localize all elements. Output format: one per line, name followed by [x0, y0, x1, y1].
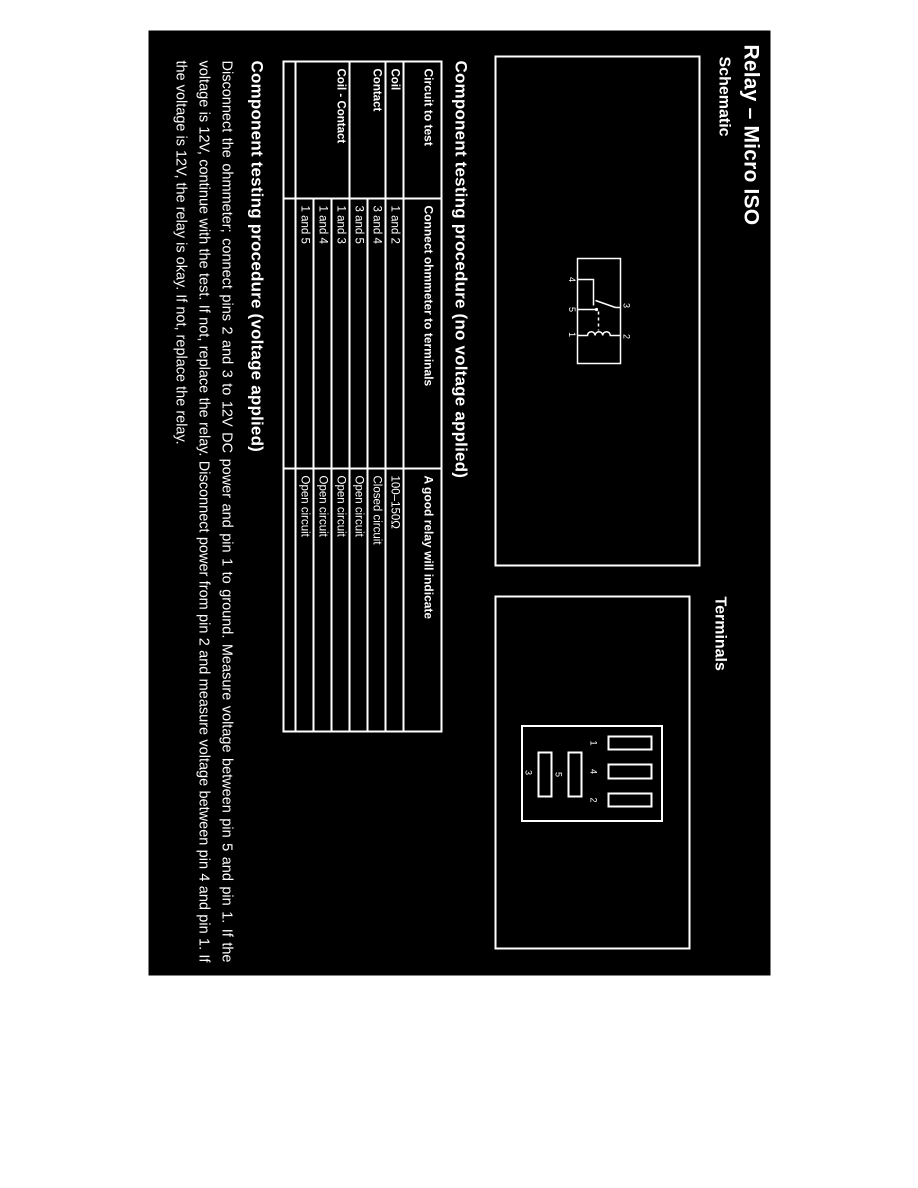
cell-terminals: 3 and 5: [349, 198, 367, 468]
cell-terminals: 1 and 3: [331, 198, 349, 468]
switch-arm: [595, 300, 615, 307]
pin-1-label: 1: [567, 331, 577, 337]
cell-result: Open circuit: [331, 468, 349, 731]
pin-3-label: 3: [621, 302, 631, 308]
table-row: [367, 61, 385, 731]
cell-result: Closed circuit: [367, 468, 385, 731]
table-spacer-row: [283, 61, 295, 731]
cell-terminals: 3 and 4: [367, 198, 385, 468]
terminal-2-label: 2: [588, 796, 598, 803]
terminal-5-label: 5: [553, 771, 563, 777]
table-row: [385, 61, 403, 731]
terminal-slot-2: [608, 793, 651, 806]
spacer-cell: [283, 468, 295, 731]
procedure-paragraph: Disconnect the ohmmeter; connect pins 2 and 3 to 12V DC power and pin 1 to ground. Measure voltage between pin 5 and pin 1. If the voltage is 12V, continue with the test. If not, replace the relay. Disconnect power from pin 2 and measure voltage between pin 4 and pin 1. If the voltage is 12V, the relay is okay. If not, replace the relay.: [172, 60, 234, 962]
page-title: Relay – Micro ISO: [739, 44, 762, 225]
voltage-heading: Component testing procedure (voltage applied): [247, 60, 266, 452]
terminals-heading: Terminals: [711, 596, 728, 671]
table-row: [331, 61, 349, 731]
col-header-result: A good relay will indicate: [403, 468, 441, 731]
cell-result: Open circuit: [295, 468, 313, 731]
schematic-outline: [577, 258, 620, 363]
cell-result: Open circuit: [349, 468, 367, 731]
pin-2-label: 2: [621, 333, 631, 339]
test-table-container: [282, 60, 442, 732]
terminal-slot-4: [608, 764, 651, 778]
terminal-1-label: 1: [588, 739, 598, 746]
terminal-slot-5: [568, 752, 581, 796]
terminal-3-label: 3: [523, 769, 533, 775]
cell-result: 100–150Ω: [385, 468, 403, 731]
terminals-box: [494, 595, 690, 949]
cell-terminals: 1 and 2: [385, 198, 403, 468]
terminal-4-label: 4: [588, 768, 598, 774]
cell-circuit: Contact: [349, 61, 385, 198]
table-header-row: [403, 61, 441, 731]
cell-circuit: Coil: [385, 61, 403, 198]
schematic-box: [494, 55, 700, 566]
relay-schematic-drawing: [567, 248, 631, 378]
scanned-manual-page: [148, 30, 770, 975]
col-header-circuit: Circuit to test: [403, 61, 441, 198]
col-header-terminals: Connect ohmmeter to terminals: [403, 198, 441, 468]
no-voltage-heading: Component testing procedure (no voltage applied): [451, 60, 470, 478]
spacer-cell: [283, 198, 295, 468]
schematic-heading: Schematic: [715, 56, 732, 137]
terminal-slot-3: [538, 752, 551, 796]
coil-symbol: [577, 331, 620, 335]
terminals-connector-drawing: [518, 724, 663, 824]
spacer-cell: [283, 61, 295, 198]
cell-result: Open circuit: [313, 468, 331, 731]
terminal-slot-1: [608, 736, 651, 749]
cell-terminals: 1 and 5: [295, 198, 313, 468]
pin-4-label: 4: [567, 276, 577, 282]
cell-terminals: 1 and 4: [313, 198, 331, 468]
cell-circuit: Coil - Contact: [295, 61, 349, 198]
test-table: [282, 60, 442, 732]
pin-5-label: 5: [567, 306, 577, 312]
pin4-wire: [577, 279, 593, 305]
